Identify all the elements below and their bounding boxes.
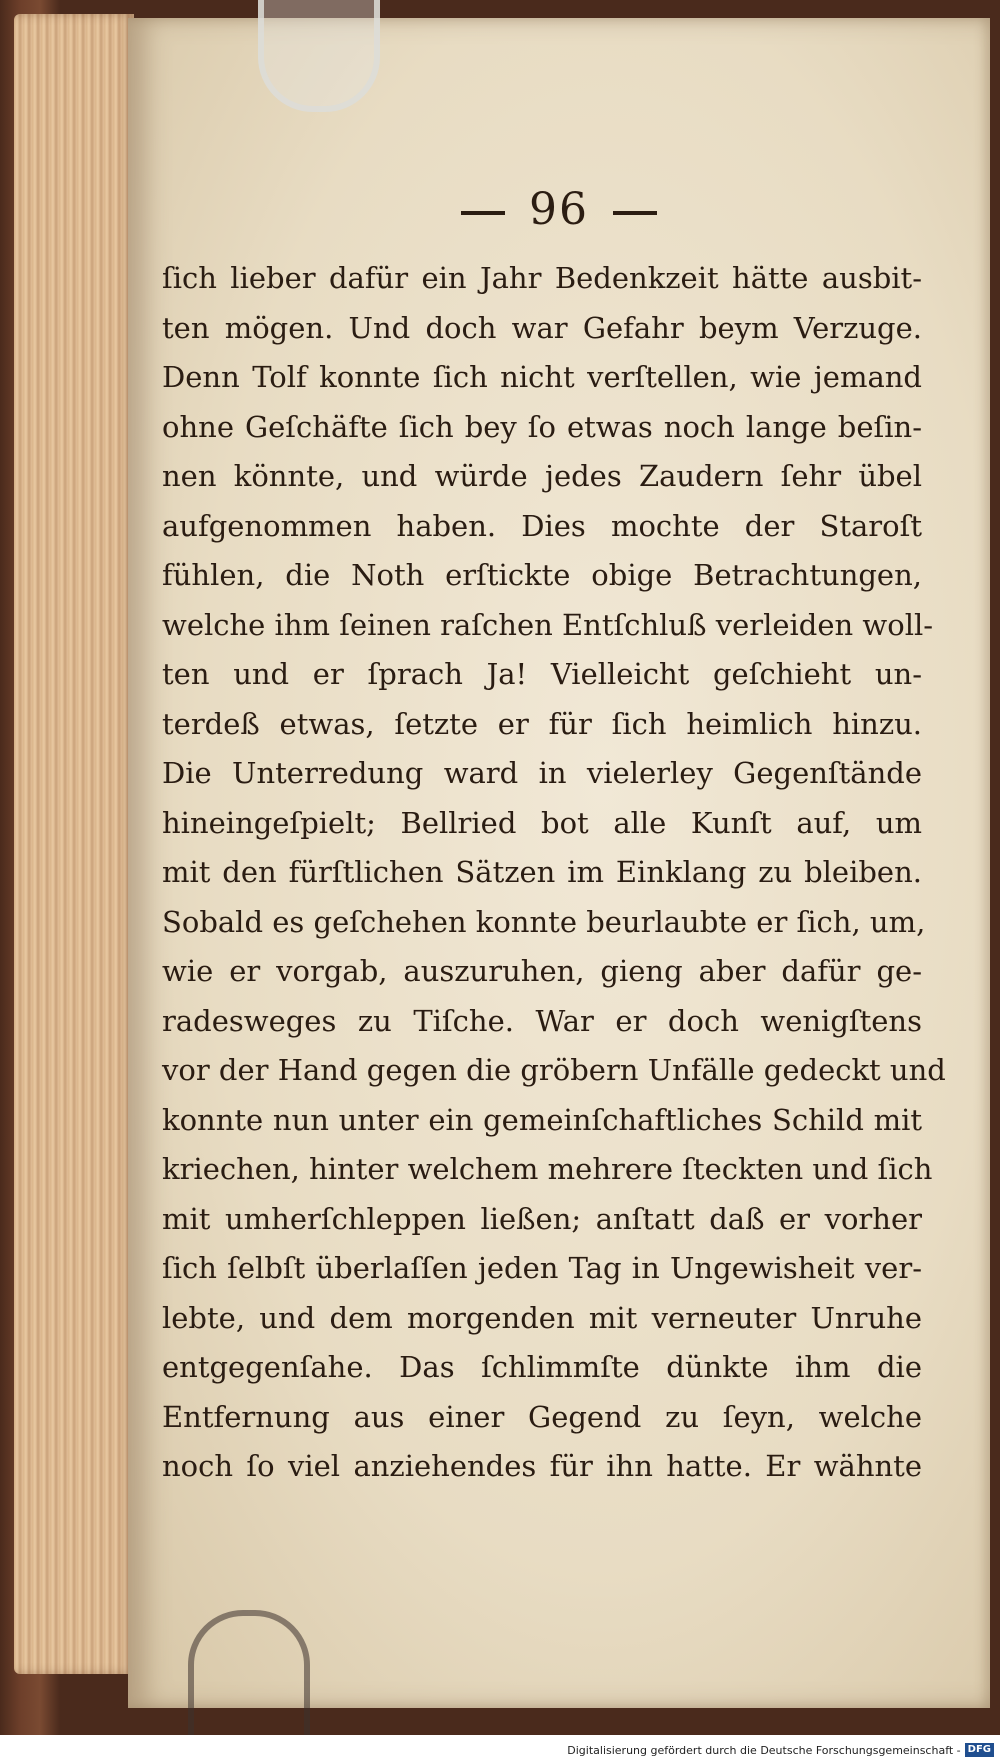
page-number-header (128, 184, 990, 235)
text-line: entgegenſahe. Das ſchlimmſte dünkte ihm die (162, 1350, 922, 1384)
text-line: Die Unterredung ward in vielerley Gegenſtände (162, 756, 922, 790)
text-line: nen könnte, und würde jedes Zaudern ſehr übel (162, 459, 922, 493)
text-line: kriechen, hinter welchem mehrere ſteckten und ſich (162, 1152, 933, 1186)
text-line: radesweges zu Tiſche. War er doch wenigſtens (162, 1003, 922, 1038)
footer-credit (567, 1743, 994, 1757)
text-line: ohne Geſchäfte ſich bey ſo etwas noch lange beſin- (162, 409, 922, 444)
text-line: Entfernung aus einer Gegend zu ſeyn, welche (162, 1399, 922, 1434)
text-line: welche ihm ſeinen raſchen Entſchluß verleiden woll- (162, 607, 934, 642)
book-page (128, 18, 990, 1708)
page-text (162, 254, 946, 1492)
text-line: vor der Hand gegen die gröbern Unfälle gedeckt und (162, 1053, 946, 1087)
footer-credit-text: Digitalisierung gefördert durch die Deutsche Forschungsgemeinschaft - (567, 1743, 961, 1757)
paper-clip-top (258, 0, 380, 112)
text-line: wie er vorgab, auszuruhen, gieng aber dafür ge- (162, 954, 922, 988)
dfg-logo-icon: DFG (965, 1743, 994, 1757)
text-line: konnte nun unter ein gemeinſchaftliches Schild mit (162, 1102, 922, 1137)
page-edge-stack (14, 14, 134, 1674)
text-line: aufgenommen haben. Dies mochte der Staroſt (162, 508, 922, 543)
text-line: ſich ſelbſt überlaſſen jeden Tag in Ungewisheit ver- (162, 1251, 922, 1285)
text-line: Denn Tolf konnte ſich nicht verſtellen, wie jemand (162, 360, 922, 394)
left-dash (461, 211, 505, 215)
text-line: ten mögen. Und doch war Gefahr beym Verzuge. (162, 310, 922, 345)
footer-bar (0, 1735, 1000, 1763)
text-line: noch ſo viel anziehendes für ihn hatte. Er wähnte (162, 1449, 922, 1483)
text-line: ten und er ſprach Ja! Vielleicht geſchieht un- (162, 657, 922, 691)
text-line: mit den fürſtlichen Sätzen im Einklang zu bleiben. (162, 855, 922, 889)
text-line: Sobald es geſchehen konnte beurlaubte er ſich, um, (162, 904, 926, 939)
page-number: 96 (529, 184, 589, 235)
text-line: lebte, und dem morgenden mit verneuter Unruhe (162, 1300, 922, 1335)
text-line: fühlen, die Noth erſtickte obige Betrachtungen, (162, 558, 922, 592)
text-line: hineingeſpielt; Bellried bot alle Kunſt auf, um (162, 805, 922, 840)
text-line: ſich lieber dafür ein Jahr Bedenkzeit hätte ausbit- (162, 261, 922, 295)
text-line: mit umherſchleppen ließen; anſtatt daß er vorher (162, 1201, 922, 1236)
text-line: terdeß etwas, ſetzte er für ſich heimlich hinzu. (162, 706, 922, 741)
right-dash (613, 211, 657, 215)
